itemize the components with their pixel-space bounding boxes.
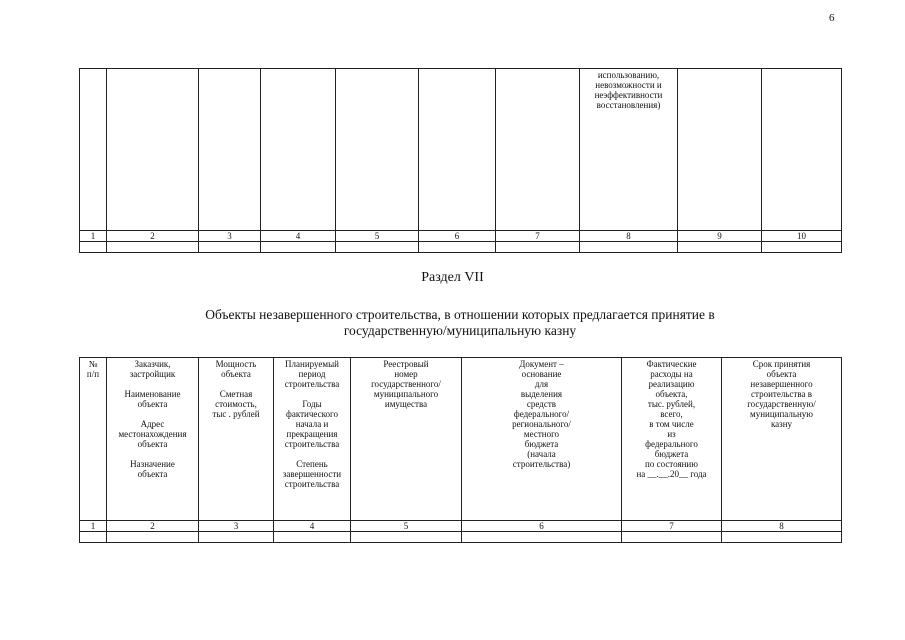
header-line: муниципальную [750,409,813,419]
column-number: 5 [336,231,419,242]
top-table-body-row [80,69,842,231]
top-table-note-cell: использованию, невозможности и неэффективности восстановления) [580,69,678,231]
column-number: 3 [199,231,261,242]
header-cell [274,358,351,521]
header-line: (начала [527,449,556,459]
header-line: Назначение [130,459,175,469]
header-line: основание [521,369,562,379]
header-line: бюджета [654,449,689,459]
header-line: федерального [645,439,698,449]
header-line: имущества [384,399,428,409]
header-cell [622,358,722,521]
header-line: федерального/ [513,409,570,419]
column-number: 10 [762,231,842,242]
header-line: расходы на [650,369,693,379]
header-line: прекращения [286,429,338,439]
header-line: Планируемый [285,359,339,369]
header-line: Годы [302,399,322,409]
column-number: 2 [107,521,199,532]
header-line: государственную/ [747,399,816,409]
header-line: объекта [137,399,168,409]
bottom-table-number-row [80,521,842,532]
column-number: 8 [722,521,842,532]
header-line: в том числе [649,419,694,429]
header-line: номер [394,369,418,379]
header-line: всего, [660,409,683,419]
header-line: муниципального [373,389,439,399]
header-line: № [88,359,98,369]
header-line: тыс. рублей, [647,399,696,409]
header-line: казну [770,419,793,429]
header-line: строительства [284,439,340,449]
header-line: объекта [137,469,168,479]
header-line: Срок принятия [752,359,811,369]
top-table [79,68,842,253]
column-number: 4 [261,231,336,242]
header-line: фактического [286,409,338,419]
header-line: тыс . рублей [212,409,260,419]
column-number: 2 [107,231,199,242]
column-number: 1 [80,521,107,532]
header-line: для [534,379,549,389]
header-line: строительства [284,479,340,489]
header-line: из [667,429,676,439]
header-line: Мощность [215,359,257,369]
header-line: Реестровый [383,359,429,369]
header-line: государственного/ [371,379,441,389]
column-number: 3 [199,521,274,532]
header-line: объекта, [655,389,688,399]
header-line: регионального/ [512,419,571,429]
top-table-empty-row [80,242,842,253]
header-line: объекта [221,369,251,379]
column-number: 5 [351,521,462,532]
bottom-table-header-row [80,358,842,521]
header-line: п/п [86,369,100,379]
header-line: начала и [295,419,329,429]
section-subtitle: Объекты незавершенного строительства, в отношении которых предлагается принятие в государственную/муниципальную казну [205,307,715,338]
section-title: Раздел VII [421,270,484,285]
column-number: 6 [462,521,622,532]
header-line: местонахождения [118,429,187,439]
bottom-table-empty-row [80,532,842,543]
column-number: 6 [419,231,496,242]
top-table-number-row [80,231,842,242]
header-line: средств [526,399,557,409]
header-cell [107,358,199,521]
header-line: объекта [137,439,168,449]
column-number: 7 [622,521,722,532]
column-number: 9 [678,231,762,242]
header-line: выделения [520,389,563,399]
header-line: строительства) [512,459,571,469]
header-line: по состоянию [645,459,698,469]
header-line: Заказчик, [134,359,171,369]
header-line: местного [523,429,560,439]
column-number: 8 [580,231,678,242]
header-cell [462,358,622,521]
header-line: период [298,369,326,379]
header-line: Наименование [124,389,181,399]
header-cell [199,358,274,521]
header-line: незавершенного [750,379,813,389]
header-cell [722,358,842,521]
header-line: строительства [284,379,340,389]
page-number: 6 [829,12,835,24]
header-line: Сметная [219,389,253,399]
header-line: реализацию [648,379,695,389]
column-number: 4 [274,521,351,532]
header-line: на __.__.20__ года [636,469,707,479]
header-cell [351,358,462,521]
header-line: застройщик [129,369,176,379]
header-line: объекта [766,369,797,379]
header-line: Фактические [646,359,697,369]
bottom-table [79,357,842,543]
header-line: Документ – [519,359,564,369]
column-number: 7 [496,231,580,242]
header-line: бюджета [524,439,559,449]
column-number: 1 [80,231,107,242]
header-line: Степень [296,459,328,469]
header-line: стоимость, [215,399,257,409]
header-line: строительства в [751,389,812,399]
header-line: завершенности [282,469,342,479]
header-cell [80,358,107,521]
header-line: Адрес [140,419,165,429]
